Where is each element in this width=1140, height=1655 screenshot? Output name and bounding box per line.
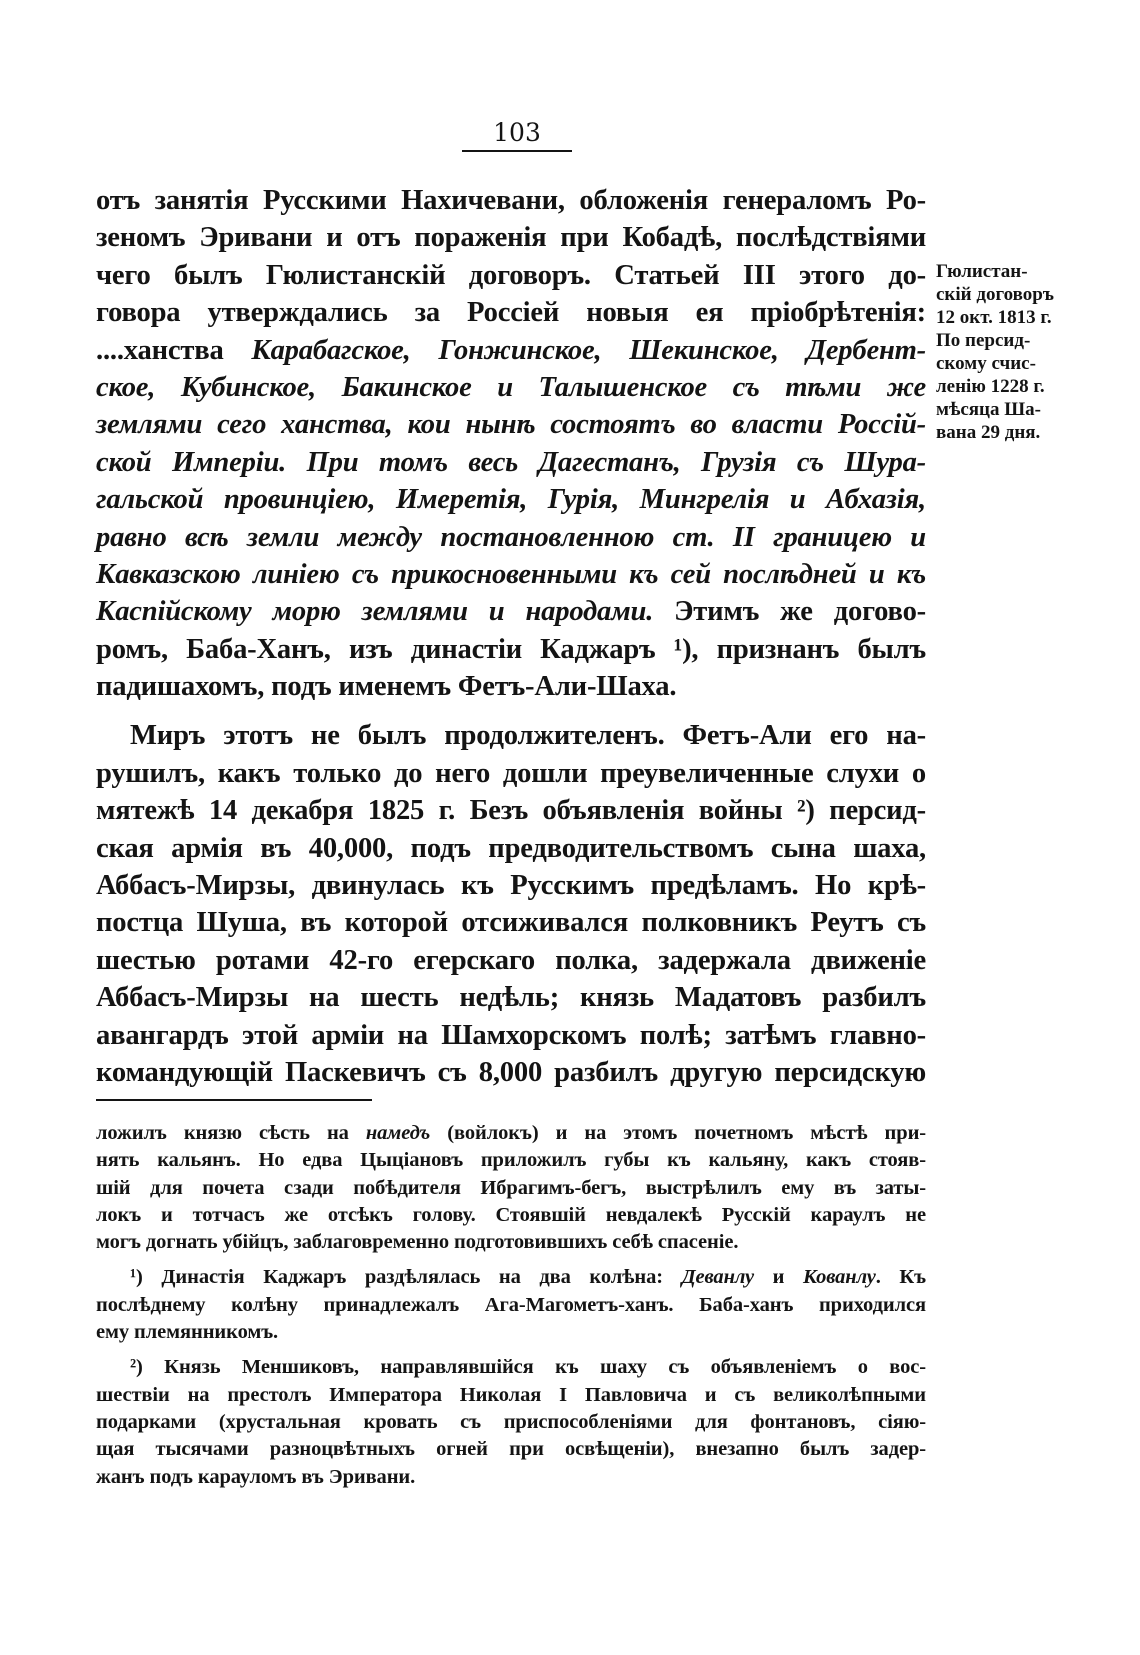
text-line: чего былъ Гюлистанскій договоръ. Статьей III этого до- bbox=[96, 259, 926, 291]
footnote-line bbox=[96, 1120, 926, 1147]
footnote-line: ему племянникомъ. bbox=[96, 1321, 279, 1344]
footnote-2 bbox=[96, 1354, 926, 1490]
text-fragment: и bbox=[754, 1266, 804, 1289]
main-text bbox=[96, 182, 926, 1091]
text-line: шестью ротами 42-го егерскаго полка, задержала движеніе bbox=[96, 944, 926, 976]
margin-note-line: скому счис- bbox=[936, 353, 1036, 374]
footnote-divider bbox=[96, 1099, 372, 1101]
text-line: говора утверждались за Россіей новыя ея пріобрѣтенія: bbox=[96, 297, 926, 329]
margin-note-line: ленію 1228 г. bbox=[936, 376, 1045, 397]
footnote-line: локъ и тотчасъ же отсѣкъ голову. Стоявшій невдалекѣ Русскій караулъ не bbox=[96, 1203, 926, 1226]
text-line: Аббасъ-Мирзы на шесть недѣль; князь Мадатовъ разбилъ bbox=[96, 982, 926, 1014]
text-line: Миръ этотъ не былъ продолжителенъ. Фетъ-Али его на- bbox=[130, 720, 926, 752]
footnote-continuation bbox=[96, 1120, 926, 1256]
text-line: падишахомъ, подъ именемъ Фетъ-Али-Шаха. bbox=[96, 671, 677, 703]
italic-fragment: Деванлу bbox=[681, 1266, 755, 1289]
margin-note-line: Гюлистан- bbox=[936, 261, 1028, 282]
margin-note-line: По персид- bbox=[936, 330, 1031, 351]
footnote-line: послѣднему колѣну принадлежалъ Ага-Магометъ-ханъ. Баба-ханъ приходился bbox=[96, 1293, 926, 1316]
page-number: 103 bbox=[462, 118, 572, 152]
text-line: постца Шуша, въ которой отсиживался полковникъ Реутъ съ bbox=[96, 907, 926, 939]
footnote-line: ²) Князь Меншиковъ, направлявшійся къ шаху съ объявленіемъ о вос- bbox=[130, 1356, 926, 1379]
footnote-line: шествіи на престолъ Императора Николая I Павловича и съ великолѣпными bbox=[96, 1383, 926, 1406]
footnote-1 bbox=[96, 1264, 926, 1346]
italic-fragment: Карабагское, Гонжинское, Шекинское, Дербент- bbox=[251, 334, 926, 366]
footnote-line: могъ догнать убійцъ, заблаговременно подготовившихъ себѣ спасеніе. bbox=[96, 1231, 739, 1254]
margin-note-line: вана 29 дня. bbox=[936, 422, 1041, 443]
text-line bbox=[96, 593, 926, 630]
text-line: Кавказскою линіею съ прикосновенными къ сей послѣдней и къ bbox=[96, 558, 926, 590]
footnote-line bbox=[96, 1264, 926, 1291]
text-fragment: (войлокъ) и на этомъ почетномъ мѣстѣ при- bbox=[430, 1122, 927, 1144]
italic-fragment: Каспійскому морю землями и народами. bbox=[96, 596, 654, 628]
text-line: гальской провинціею, Имеретія, Гурія, Мингрелія и Абхазія, bbox=[96, 484, 926, 516]
text-line: авангардъ этой арміи на Шамхорскомъ полѣ; затѣмъ главно- bbox=[96, 1019, 926, 1051]
text-line: равно всѣ земли между постановленною ст. II границею и bbox=[96, 521, 926, 553]
text-line: зеномъ Эривани и отъ пораженія при Кобадѣ, послѣдствіями bbox=[96, 222, 926, 254]
margin-note-line: скій договоръ bbox=[936, 284, 1054, 305]
footnote-line: жанъ подъ карауломъ въ Эривани. bbox=[96, 1465, 416, 1488]
footnotes bbox=[96, 1120, 926, 1491]
margin-note bbox=[936, 260, 1068, 444]
text-line: ской Имперіи. При томъ весь Дагестанъ, Грузія съ Шура- bbox=[96, 446, 926, 478]
text-line: ская армія въ 40,000, подъ предводительствомъ сына шаха, bbox=[96, 832, 926, 864]
text-line: командующій Паскевичъ съ 8,000 разбилъ другую персидскую bbox=[96, 1056, 926, 1088]
text-fragment: ложилъ князю сѣсть на bbox=[96, 1122, 366, 1144]
text-line bbox=[96, 332, 926, 369]
footnote-line: нять кальянъ. Но едва Цыціановъ приложилъ губы къ кальяну, какъ стояв- bbox=[96, 1149, 926, 1172]
text-line: ромъ, Баба-Ханъ, изъ династіи Каджаръ ¹), признанъ былъ bbox=[96, 633, 926, 665]
text-line: отъ занятія Русскими Нахичевани, обложенія генераломъ Ро- bbox=[96, 185, 926, 216]
text-line: мятежѣ 14 декабря 1825 г. Безъ объявленія войны ²) персид- bbox=[96, 795, 926, 827]
footnote-line: щая тысячами разноцвѣтныхъ огней при освѣщеніи), внезапно былъ задер- bbox=[96, 1438, 926, 1461]
margin-note-line: 12 окт. 1813 г. bbox=[936, 307, 1052, 328]
text-line: рушилъ, какъ только до него дошли преувеличенные слухи о bbox=[96, 757, 926, 789]
text-line: ское, Кубинское, Бакинское и Талышенское съ тѣми же bbox=[96, 371, 926, 403]
text-fragment: ¹) Династія Каджаръ раздѣлялась на два колѣна: bbox=[130, 1266, 682, 1289]
italic-fragment: Кованлу bbox=[803, 1266, 876, 1289]
text-line: Аббасъ-Мирзы, двинулась къ Русскимъ предѣламъ. Но крѣ- bbox=[96, 870, 926, 902]
italic-fragment: намедъ bbox=[365, 1122, 431, 1144]
text-line: землями сего ханства, кои нынѣ состоятъ во власти Россій- bbox=[96, 409, 926, 441]
text-fragment: . Къ bbox=[875, 1266, 927, 1289]
footnote-line: шій для почета сзади побѣдителя Ибрагимъ-бегъ, выстрѣлилъ ему въ заты- bbox=[96, 1176, 926, 1199]
text-fragment: Этимъ же догово- bbox=[653, 596, 926, 628]
margin-note-line: мѣсяца Ша- bbox=[936, 399, 1041, 420]
footnote-line: подарками (хрустальная кровать съ приспособленіями для фонтановъ, сіяю- bbox=[96, 1410, 926, 1433]
text-fragment: ....ханства bbox=[96, 334, 252, 366]
